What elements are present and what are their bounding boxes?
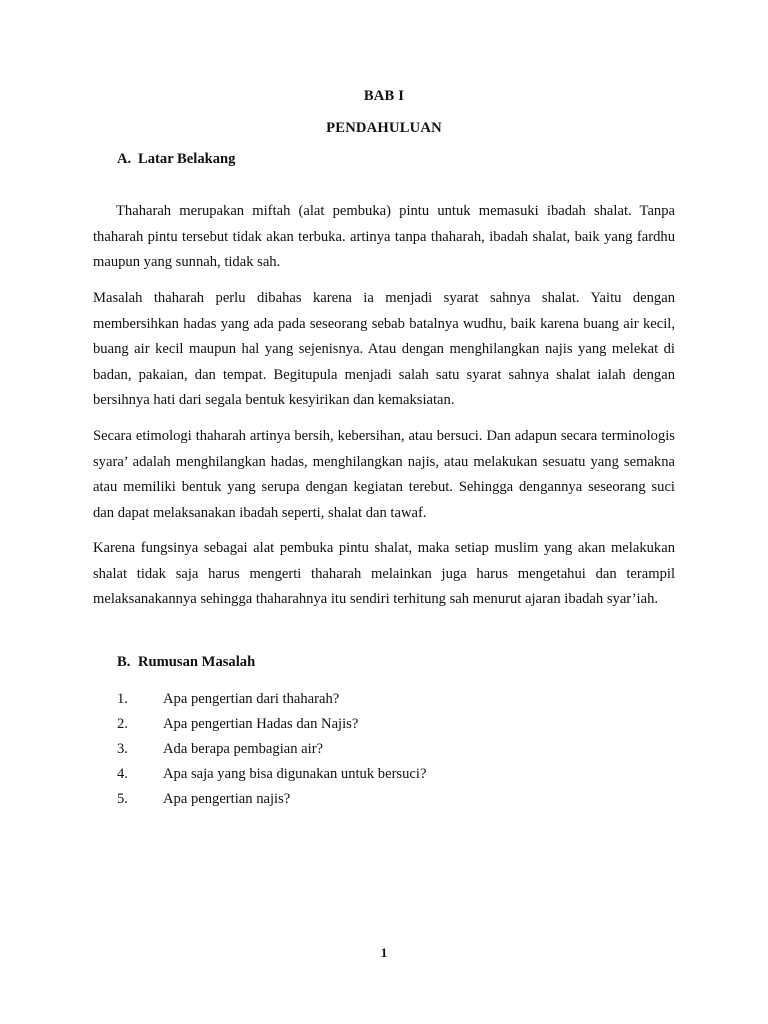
page-number: 1 [380,945,388,960]
list-item [117,762,426,787]
list-item [117,687,426,712]
chapter-number: BAB I [363,88,405,104]
section-title: Latar Belakang [138,151,236,167]
list-item-text: Apa saja yang bisa digunakan untuk bersuci? [163,766,427,782]
list-item [117,737,426,762]
list-item [117,787,426,812]
list-item-number: 1. [117,691,128,707]
list-item-text: Apa pengertian dari thaharah? [163,691,340,707]
list-item-text: Apa pengertian najis? [163,791,291,807]
section-letter: A. [117,151,132,167]
paragraph-4: Karena fungsinya sebagai alat pembuka pintu shalat, maka setiap muslim yang akan melakukan shalat tidak saja harus mengerti thaharah melainkan juga harus mengetahui dan terampil melaksanakannya sehingga thaharahnya itu sendiri terhitung sah menurut ajaran ibadah syar’iah. [93,540,675,607]
question-list [117,687,426,812]
section-heading-latar-belakang [117,151,235,168]
list-item-text: Apa pengertian Hadas dan Najis? [163,716,359,732]
section-title: Rumusan Masalah [138,654,256,670]
paragraph-1: Thaharah merupakan miftah (alat pembuka) pintu untuk memasuki ibadah shalat. Tanpa thaharah pintu tersebut tidak akan terbuka. artinya tanpa thaharah, ibadah shalat, baik yang fardhu maupun yang sunnah, tidak sah. [93,203,675,270]
chapter-title: PENDAHULUAN [326,120,442,136]
list-item-number: 4. [117,766,128,782]
section-letter: B. [117,654,131,670]
list-item-text: Ada berapa pembagian air? [163,741,324,757]
list-item-number: 5. [117,791,128,807]
section-heading-rumusan-masalah [117,654,255,671]
list-item-number: 2. [117,716,128,732]
list-item [117,712,426,737]
paragraph-2: Masalah thaharah perlu dibahas karena ia menjadi syarat sahnya shalat. Yaitu dengan membersihkan hadas yang ada pada seseorang sebab batalnya wudhu, baik karena buang air kecil, buang air kecil maupun hal yang sejenisnya. Atau dengan menghilangkan najis yang melekat di badan, pakaian, dan tempat. Begitupula menjadi salah satu syarat sahnya shalat ialah dengan bersihnya hati dari segala bentuk kesyirikan dan kemaksiatan. [93,290,675,408]
list-item-number: 3. [117,741,128,757]
paragraph-3: Secara etimologi thaharah artinya bersih, kebersihan, atau bersuci. Dan adapun secara terminologis syara’ adalah menghilangkan hadas, menghilangkan najis, atau melakukan sesuatu yang semakna atau memiliki bentuk yang serupa dengan kegiatan terebut. Sehingga dengannya seseorang suci dan dapat melaksanakan ibadah seperti, shalat dan tawaf. [93,428,675,521]
